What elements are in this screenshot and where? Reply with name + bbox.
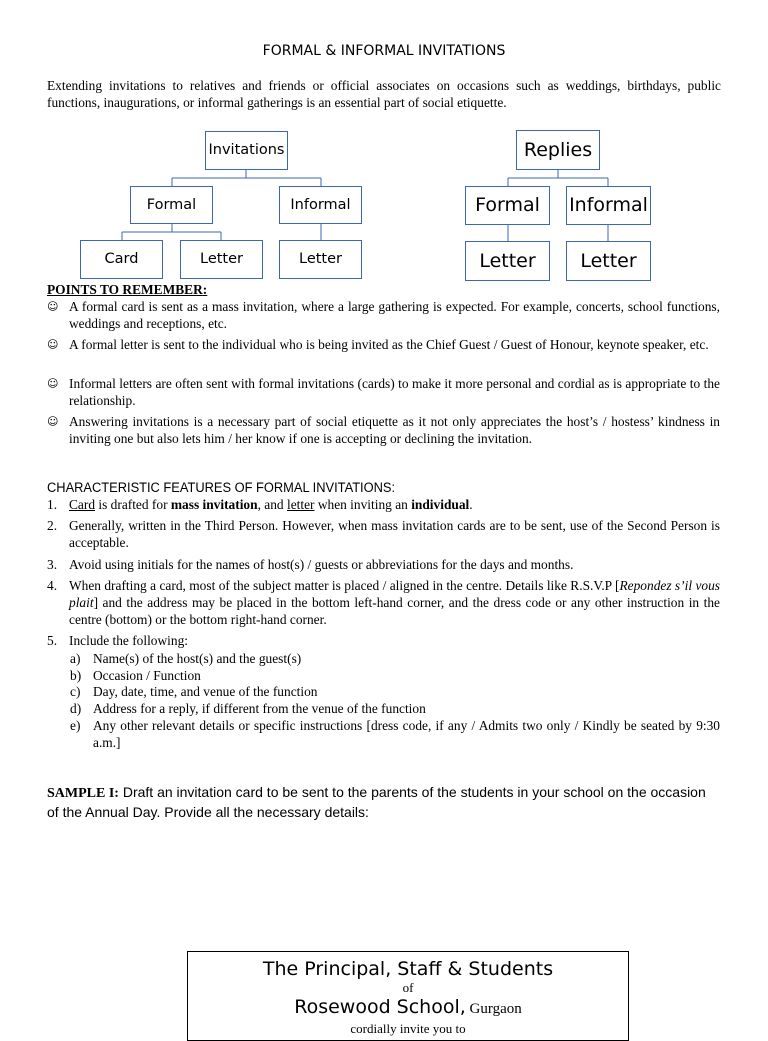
feature-item-4: 4. When drafting a card, most of the subject matter is placed / aligned in the centre. Details like R.S.V.P [Repondez s’il vous plait] and the address may be placed in the bottom left-hand corner, and the dress code or any other instruction in the centre (bottom) or the bottom right-hand corner.	[47, 578, 720, 627]
sub-item: c) Day, date, time, and venue of the function	[70, 684, 318, 699]
features-heading: CHARACTERISTIC FEATURES OF FORMAL INVITATIONS:	[47, 480, 396, 495]
feature-item-1: 1. Card is drafted for mass invitation, and letter when inviting an individual.	[47, 497, 473, 512]
points-heading: POINTS TO REMEMBER:	[47, 282, 208, 297]
sub-item: a) Name(s) of the host(s) and the guest(s)	[70, 651, 302, 666]
smiley-icon: ☺	[47, 377, 59, 390]
formal-letter-node: Letter	[180, 240, 263, 279]
smiley-icon: ☺	[47, 415, 59, 428]
replies-informal-node: Informal	[566, 186, 651, 225]
invitations-node: Invitations	[205, 131, 288, 170]
replies-node: Replies	[516, 130, 600, 170]
sample-question: SAMPLE I: Draft an invitation card to be sent to the parents of the students in your school on the occasion of the Annual Day. Provide all the necessary details:	[47, 784, 706, 820]
smiley-icon: ☺	[47, 338, 59, 351]
replies-formal-letter-node: Letter	[465, 241, 550, 281]
smiley-icon: ☺	[47, 300, 59, 313]
card-host-line: The Principal, Staff & Students	[262, 958, 554, 980]
point-item: ☺ Informal letters are often sent with formal invitations (cards) to make it more personal and cordial as is appropriate to the relationship.	[47, 376, 720, 408]
point-item: ☺ A formal letter is sent to the individual who is being invited as the Chief Guest / Guest of Honour, keynote speaker, etc.	[47, 337, 709, 352]
card-of-line: of	[402, 980, 414, 995]
invitation-card	[187, 951, 629, 1041]
sub-item: b) Occasion / Function	[70, 668, 201, 683]
invitations-formal-node: Formal	[130, 186, 213, 224]
card-invite-line: cordially invite you to	[350, 1021, 466, 1036]
intro-paragraph: Extending invitations to relatives and friends or official associates on occasions such as weddings, birthdays, public functions, inaugurations, or informal gatherings is an essential part of social etiquette.	[47, 78, 721, 110]
invitations-informal-node: Informal	[279, 186, 362, 224]
sub-item: e) Any other relevant details or specific instructions [dress code, if any / Admits two only / Kindly be seated by 9:30 a.m.]	[70, 718, 720, 750]
formal-card-node: Card	[80, 240, 163, 279]
feature-item-2: 2. Generally, written in the Third Person. However, when mass invitation cards are to be sent, use of the Second Person is acceptable.	[47, 518, 720, 550]
point-item: ☺ A formal card is sent as a mass invitation, where a large gathering is expected. For example, concerts, school functions, weddings and receptions, etc.	[47, 299, 720, 331]
informal-letter-node: Letter	[279, 240, 362, 279]
page-title: FORMAL & INFORMAL INVITATIONS	[262, 43, 506, 59]
sub-item: d) Address for a reply, if different from the venue of the function	[70, 701, 426, 716]
feature-item-5: 5. Include the following:	[47, 633, 188, 648]
point-item: ☺ Answering invitations is a necessary part of social etiquette as it not only appreciates the host’s / hostess’ kindness in inviting one but also lets him / her know if one is accepting or declining the invitation.	[47, 414, 720, 446]
replies-formal-node: Formal	[465, 186, 550, 225]
feature-item-3: 3. Avoid using initials for the names of host(s) / guests or abbreviations for the days and months.	[47, 557, 574, 572]
card-school-line: Rosewood School, Gurgaon	[294, 996, 522, 1018]
replies-informal-letter-node: Letter	[566, 241, 651, 281]
